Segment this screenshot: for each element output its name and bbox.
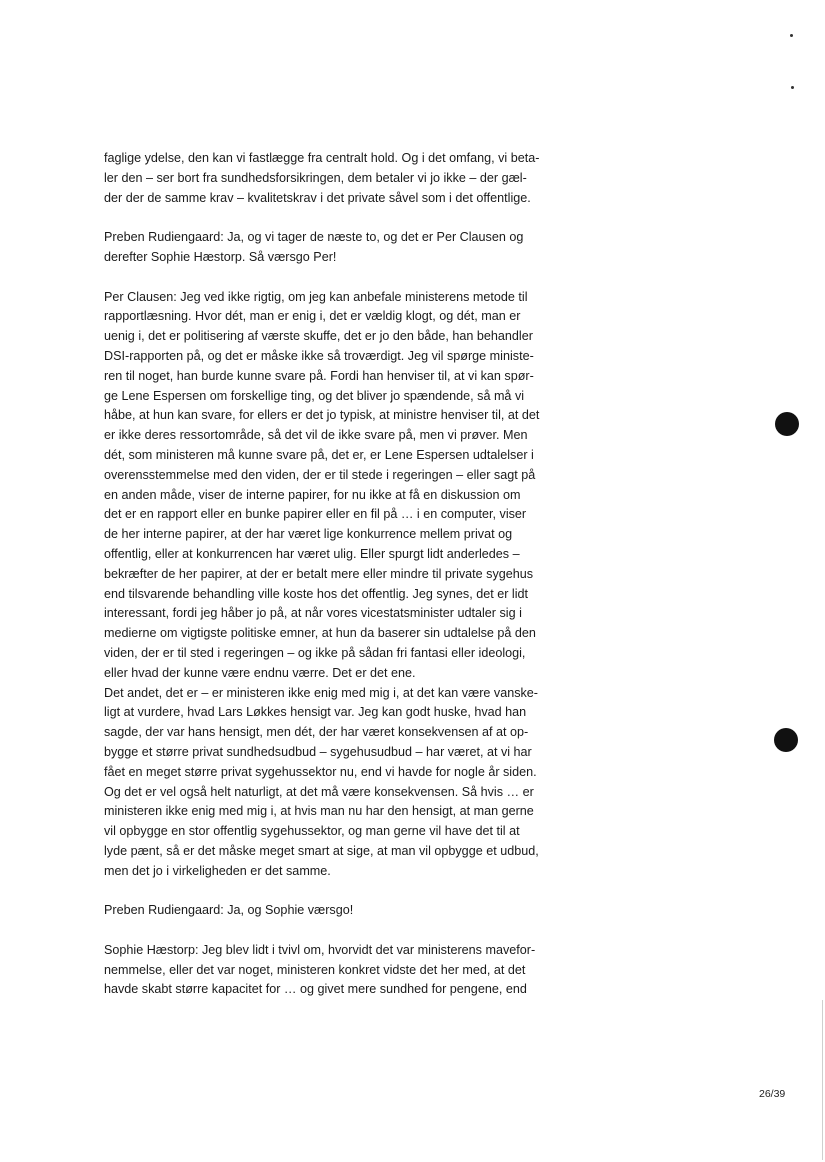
transcript-body — [104, 149, 596, 1000]
text-line: offentlig, eller at konkurrencen har været ulig. Eller spurgt lidt anderledes – — [104, 546, 520, 561]
text-line: de her interne papirer, at der har været lige konkurrence mellem privat og — [104, 527, 513, 542]
text-line: viden, der er til sted i regeringen – og ikke på sådan fri fantasi eller ideologi, — [104, 645, 526, 660]
text-line: lyde pænt, så er det måske meget smart at sige, at man vil opbygge et udbud, — [104, 843, 539, 858]
text-line: er ikke deres ressortområde, så det vil de ikke svare på, men vi prøver. Men — [104, 428, 528, 443]
scan-edge-line — [822, 1000, 823, 1160]
text-line: faglige ydelse, den kan vi fastlægge fra centralt hold. Og i det omfang, vi beta- — [104, 151, 540, 165]
paragraph-gap — [104, 881, 596, 901]
text-line: men det jo i virkeligheden er det samme. — [104, 863, 331, 878]
text-line: medierne om vigtigste politiske emner, at hun da baserer sin udtalelse på den — [104, 626, 536, 641]
text-line: ligt at vurdere, hvad Lars Løkkes hensigt var. Jeg kan godt huske, hvad han — [104, 705, 527, 720]
text-line: interessant, fordi jeg håber jo på, at når vores vicestatsminister udtaler sig i — [104, 606, 522, 621]
text-line: Per Clausen: Jeg ved ikke rigtig, om jeg kan anbefale ministerens metode til — [104, 289, 528, 304]
punch-hole — [774, 728, 798, 752]
text-line: bygge et større privat sundhedsudbud – sygehusudbud – har været, at vi har — [104, 744, 532, 759]
scan-speck — [791, 86, 794, 89]
text-line: Preben Rudiengaard: Ja, og Sophie værsgo! — [104, 903, 354, 918]
text-line: DSI-rapporten på, og det er måske ikke så troværdigt. Jeg vil spørge ministe- — [104, 348, 534, 363]
text-line: ren til noget, han burde kunne svare på. Fordi han henviser til, at vi kan spør- — [104, 368, 534, 383]
text-line: Og det er vel også helt naturligt, at det må være konsekvensen. Så hvis … er — [104, 784, 534, 799]
text-line: bekræfter de her papirer, at der er betalt mere eller mindre til private sygehus — [104, 566, 534, 581]
text-line: vil opbygge en stor offentlig sygehussektor, og man gerne vil have det til at — [104, 824, 520, 839]
page-number: 26/39 — [759, 1088, 786, 1100]
text-line: eller hvad der kunne være endnu værre. Det er det ene. — [104, 665, 416, 680]
text-line: ge Lene Espersen om forskellige ting, og det bliver jo spændende, så må vi — [104, 388, 525, 403]
text-line: der der de samme krav – kvalitetskrav i det private såvel som i det offentlige. — [104, 190, 531, 205]
text-line: ler den – ser bort fra sundhedsforsikringen, dem betaler vi jo ikke – der gæl- — [104, 170, 527, 185]
text-line: end tilsvarende behandling ville koste hos det offentlig. Jeg synes, det er lidt — [104, 586, 529, 601]
scan-speck — [790, 34, 793, 37]
text-line: ministeren ikke enig med mig i, at hvis man nu har den hensigt, at man gerne — [104, 804, 534, 819]
text-line: Sophie Hæstorp: Jeg blev lidt i tvivl om, hvorvidt det var ministerens mavefor- — [104, 942, 536, 957]
text-line: havde skabt større kapacitet for … og givet mere sundhed for pengene, end — [104, 982, 527, 997]
text-line: Preben Rudiengaard: Ja, og vi tager de næste to, og det er Per Clausen og — [104, 230, 524, 245]
text-line: uenig i, det er politisering af værste skuffe, det er jo den både, han behandler — [104, 329, 533, 344]
text-line: dét, som ministeren må kunne svare på, det er, er Lene Espersen udtalelser i — [104, 447, 534, 462]
text-line: overensstemmelse med den viden, der er til stede i regeringen – eller sagt på — [104, 467, 536, 482]
paragraph-gap — [104, 208, 596, 228]
text-line: en anden måde, viser de interne papirer, for nu ikke at få en diskussion om — [104, 487, 521, 502]
paragraph-gap — [104, 268, 596, 288]
punch-hole — [775, 412, 799, 436]
text-line: det er en rapport eller en bunke papirer eller en fil på … i en computer, viser — [104, 507, 527, 522]
text-line: rapportlæsning. Hvor dét, man er enig i, det er vældig klogt, og dét, man er — [104, 309, 521, 324]
text-line: nemmelse, eller det var noget, ministeren konkret vidste det her med, at det — [104, 962, 526, 977]
text-line: fået en meget større privat sygehussektor nu, end vi havde for nogle år siden. — [104, 764, 537, 779]
text-line: håbe, at hun kan svare, for ellers er det jo typisk, at ministre henviser til, at det — [104, 408, 540, 423]
text-line: sagde, der var hans hensigt, men dét, der har været konsekvensen af at op- — [104, 725, 529, 740]
paragraph-gap — [104, 921, 596, 941]
text-line: Det andet, det er – er ministeren ikke enig med mig i, at det kan være vanske- — [104, 685, 538, 700]
text-line: derefter Sophie Hæstorp. Så værsgo Per! — [104, 249, 337, 264]
